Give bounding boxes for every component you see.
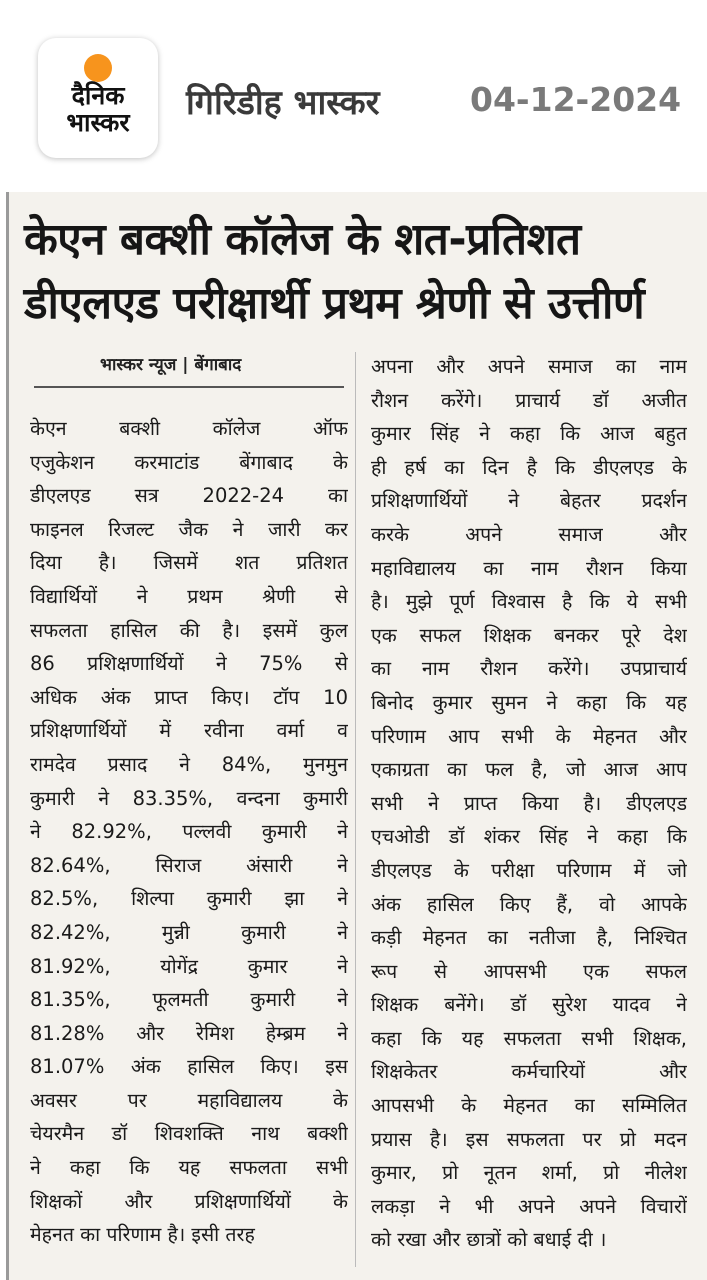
article-text-line: शिक्षकेतर कर्मचारियों और: [371, 1060, 687, 1084]
article-text-line: डीएलएड के परीक्षा परिणाम में जो: [371, 858, 687, 882]
article-text-line: मेहनत का परिणाम है। इसी तरह: [30, 1223, 255, 1247]
article-text-line: कहा कि यह सफलता सभी शिक्षक,: [371, 1026, 687, 1050]
article-text-line: 81.28% और रेमिश हेम्ब्रम ने: [30, 1021, 348, 1045]
article-text-line: प्रयास है। इस सफलता पर प्रो मदन: [371, 1127, 687, 1151]
article-text-line: का नाम रौशन करेंगे। उपप्राचार्य: [371, 657, 687, 681]
article-text-line: रामदेव प्रसाद ने 84%, मुनमुन: [30, 752, 348, 776]
article-text-line: रूप से आपसभी एक सफल: [371, 959, 687, 983]
article-headline: [24, 208, 684, 336]
clipping-edge: [6, 192, 9, 1280]
headline-line-1: केएन बक्शी कॉलेज के शत-प्रतिशत: [24, 214, 581, 265]
article-text-line: 82.42%, मुन्नी कुमारी ने: [30, 920, 348, 944]
article-text-line: कुमारी ने 83.35%, वन्दना कुमारी: [30, 786, 348, 810]
article-text-line: अधिक अंक प्राप्त किए। टॉप 10: [30, 685, 348, 709]
logo-wordmark: [38, 82, 158, 136]
article-text-line: 81.07% अंक हासिल किए। इस: [30, 1055, 348, 1079]
article-text-line: ही हर्ष का दिन है कि डीएलएड के: [371, 455, 687, 479]
logo-line-1: दैनिक: [71, 81, 125, 110]
article-text-line: प्रशिक्षणार्थियों ने बेहतर प्रदर्शन: [371, 489, 687, 513]
article-text-line: को रखा और छात्रों को बधाई दी ।: [371, 1228, 607, 1252]
article-text-line: कुमार सिंह ने कहा कि आज बहुत: [371, 422, 687, 446]
column-divider: [355, 352, 356, 1267]
dainik-bhaskar-logo[interactable]: [38, 38, 158, 158]
article-text-line: सफलता हासिल की है। इसमें कुल: [30, 618, 348, 642]
article-text-line: आपसभी के मेहनत का सम्मिलित: [371, 1094, 687, 1118]
article-text-line: केएन बक्शी कॉलेज ऑफ: [30, 417, 348, 440]
article-text-line: 81.35%, फूलमती कुमारी ने: [30, 988, 348, 1012]
article-text-line: चेयरमैन डॉ शिवशक्ति नाथ बक्शी: [30, 1122, 348, 1146]
sun-icon: [84, 54, 112, 82]
article-text-line: ने 82.92%, पल्लवी कुमारी ने: [30, 820, 348, 844]
logo-line-2: भास्कर: [66, 108, 130, 137]
article-text-line: ने कहा कि यह सफलता सभी: [30, 1156, 348, 1180]
article-text-line: डीएलएड सत्र 2022-24 का: [30, 484, 348, 508]
article-text-line: बिनोद कुमार सुमन ने कहा कि यह: [371, 690, 687, 714]
article-text-line: 81.92%, योगेंद्र कुमार ने: [30, 954, 348, 978]
article-text-line: विद्यार्थियों ने प्रथम श्रेणी से: [30, 584, 348, 608]
article-text-line: एचओडी डॉ शंकर सिंह ने कहा कि: [371, 825, 687, 849]
article-text-line: अपना और अपने समाज का नाम: [371, 355, 687, 378]
article-column-left: [30, 412, 348, 1252]
article-text-line: परिणाम आप सभी के मेहनत और: [371, 724, 687, 748]
app-header: [0, 0, 707, 190]
article-text-line: 82.5%, शिल्पा कुमारी झा ने: [30, 887, 348, 911]
headline-line-2: डीएलएड परीक्षार्थी प्रथम श्रेणी से उत्तीर्ण: [24, 278, 645, 329]
article-text-line: सभी ने प्राप्त किया है। डीएलएड: [371, 791, 687, 815]
article-text-line: महाविद्यालय का नाम रौशन किया: [371, 556, 687, 580]
article-text-line: फाइनल रिजल्ट जैक ने जारी कर: [30, 517, 348, 541]
edition-date: 04-12-2024: [470, 80, 682, 119]
article-text-line: एक सफल शिक्षक बनकर पूरे देश: [371, 623, 687, 647]
article-text-line: 82.64%, सिराज अंसारी ने: [30, 853, 348, 877]
byline-rule: [34, 386, 344, 388]
article-text-line: 86 प्रशिक्षणार्थियों ने 75% से: [30, 652, 348, 676]
article-text-line: अंक हासिल किए हैं, वो आपके: [371, 892, 687, 916]
article-text-line: लकड़ा ने भी अपने अपने विचारों: [371, 1194, 687, 1218]
article-text-line: कड़ी मेहनत का नतीजा है, निश्चित: [371, 926, 687, 950]
article-text-line: दिया है। जिसमें शत प्रतिशत: [30, 551, 348, 575]
article-text-line: प्रशिक्षणार्थियों में रवीना वर्मा व: [30, 719, 348, 743]
edition-name: गिरिडीह भास्कर: [186, 83, 380, 123]
article-text-line: अवसर पर महाविद्यालय के: [30, 1088, 348, 1112]
article-text-line: शिक्षक बनेंगे। डॉ सुरेश यादव ने: [371, 993, 687, 1017]
article-text-line: है। मुझे पूर्ण विश्वास है कि ये सभी: [371, 590, 687, 614]
article-text-line: कुमार, प्रो नूतन शर्मा, प्रो नीलेश: [371, 1161, 687, 1185]
article-text-line: रौशन करेंगे। प्राचार्य डॉ अजीत: [371, 388, 687, 412]
article-text-line: एकाग्रता का फल है, जो आज आप: [371, 758, 687, 782]
article-text-line: करके अपने समाज और: [371, 522, 687, 546]
article-column-right: [371, 350, 687, 1257]
article-text-line: शिक्षकों और प्रशिक्षणार्थियों के: [30, 1189, 348, 1213]
article-text-line: एजुकेशन करमाटांड बेंगाबाद के: [30, 450, 348, 474]
article-byline: भास्कर न्यूज | बेंगाबाद: [100, 355, 242, 375]
